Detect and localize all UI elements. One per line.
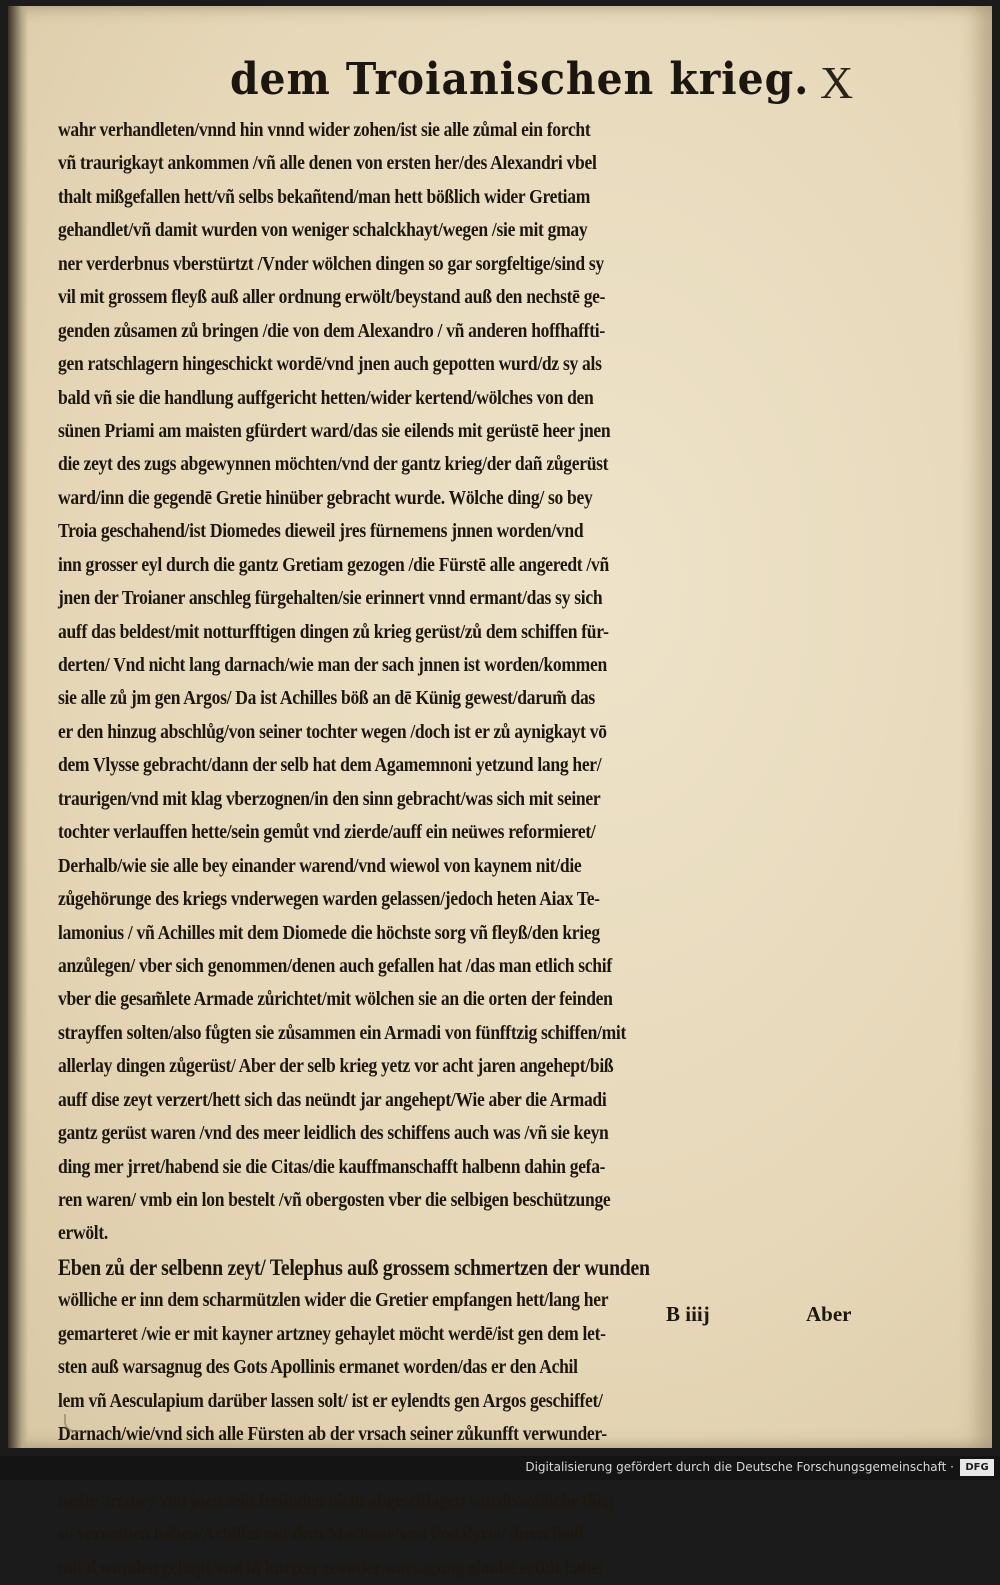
text-line: derten/ Vnd nicht lang darnach/wie man der sach jnnen ist worden/kommen xyxy=(58,654,607,676)
signature-mark: B iiij xyxy=(666,1302,710,1326)
text-line: er den hinzug abschlůg/von seiner tochter wegen /doch ist er zů aynigkayt vō xyxy=(58,720,607,743)
text-line: gehandlet/vñ damit wurden von weniger schalckhayt/wegen /sie mit gmay xyxy=(58,219,588,242)
text-line: lamonius / vñ Achilles mit dem Diomede die höchste sorg vñ fleyß/den krieg xyxy=(58,921,600,944)
text-line: so vernom̃en haben/Achilles mit dem Machone/vnd Podalyrio/ ihren fleiß xyxy=(58,1523,584,1546)
text-line: vber die gesam̃lete Armade zůrichtet/mit wölchen sie an die orten der feinden xyxy=(58,988,613,1011)
text-line: sten auß warsagnug des Gots Apollinis ermanet worden/das er den Achil xyxy=(58,1356,578,1379)
folio-number: X xyxy=(820,57,854,108)
text-line: Troia geschahend/ist Diomedes dieweil jres fürnemens jnnen worden/vnd xyxy=(58,520,584,543)
text-line: gantz gerüst waren /vnd des meer leidlich des schiffens auch was /vñ sie keyn xyxy=(58,1122,609,1145)
text-line: bald vñ sie die handlung auffgericht hetten/wider kertend/wölches von den xyxy=(58,386,594,409)
text-line: thalt mißgefallen hett/vñ selbs bekañtend/man hett bößlich wider Gretiam xyxy=(58,185,591,208)
text-line: sie alle zů jm gen Argos/ Da ist Achilles böß an dē Künig gewest/darum̃ das xyxy=(58,687,595,710)
text-line: ren waren/ vmb ein lon bestelt /vñ obergosten vber die selbigen beschützunge xyxy=(58,1189,611,1211)
text-line: inn grosser eyl durch die gantz Gretiam gezogen /die Fürstē alle angeredt /vñ xyxy=(58,553,609,576)
text-line: tochter verlauffen hette/sein gemůt vnd zierde/auff ein neüwes reformieret/ xyxy=(58,821,596,844)
text-line: zůgehörunge des kriegs vnderwegen warden gelassen/jedoch heten Aiax Te- xyxy=(58,888,600,911)
body-text xyxy=(58,114,858,1585)
text-line: wahr verhandleten/vnnd hin vnnd wider zohen/ist sie alle zůmal ein forcht xyxy=(58,119,591,141)
text-line: auff dise zeyt verzert/hett sich das neündt jar angehept/Wie aber die Armadi xyxy=(58,1088,607,1111)
text-line: vñ traurigkayt ankommen /vñ alle denen von ersten her/des Alexandri vbel xyxy=(58,152,597,175)
text-line: allerlay dingen zůgerüst/ Aber der selb krieg yetz vor acht jaren angehept/biß xyxy=(58,1055,614,1078)
text-line: sünen Priami am maisten gfürdert ward/das sie eilends mit gerüstē heer jnen xyxy=(58,419,611,442)
text-line: genden zůsamen zů bringen /die von dem Alexandro / vñ anderen hoffhaffti- xyxy=(58,319,605,342)
text-line: mit d wunden gehapt/vnd iñ kurtzer zeyt/der warsagung glaubē erfült habē/ xyxy=(58,1556,604,1579)
text-line: jnen der Troianer anschleg fürgehalten/sie erinnert vnnd ermant/das sy sich xyxy=(58,587,603,610)
text-line: anzůlegen/ vber sich genommen/denen auch gefallen hat /das man etlich schif xyxy=(58,954,612,977)
dfg-logo-icon: DFG xyxy=(960,1459,994,1476)
credit-bar xyxy=(0,1456,1000,1480)
text-line: Darnach/wie/vnd sich alle Fürsten ab der vrsach seiner zůkunfft verwunder- xyxy=(58,1423,607,1446)
text-line: lem vñ Aesculapium darüber lassen solt/ ist er eylendts gen Argos geschiffet/ xyxy=(58,1389,603,1412)
text-line: gemarteret /wie er mit kayner artzney gehaylet möcht werdē/ist gen dem let- xyxy=(58,1322,606,1345)
text-line: wölliche er inn dem scharmützlen wider die Gretier empfangen hett/lang her xyxy=(58,1289,609,1312)
text-line: traurigen/vnd mit klag vberzognen/in den sinn gebracht/was sich mit seiner xyxy=(58,787,601,810)
funding-credit: Digitalisierung gefördert durch die Deutsche Forschungsgemeinschaft · xyxy=(525,1460,954,1474)
text-line: auff das beldest/mit notturfftigen dingen zů krieg gerüst/zů dem schiffen für- xyxy=(58,620,609,643)
text-line: erwölt. xyxy=(58,1222,108,1245)
running-head: dem Troianischen krieg. xyxy=(230,54,810,105)
text-line: vil mit grossem fleyß auß aller ordnung erwölt/beystand auß den nechstē ge- xyxy=(58,286,606,309)
text-line: ding mer jrret/habend sie die Citas/die kauffmanschafft halbenn dahin gefa- xyxy=(58,1155,606,1178)
page-footer xyxy=(58,1302,858,1336)
text-line: die zeyt des zugs abgewynnen möchten/vnd der gantz krieg/der dañ zůgerüst xyxy=(58,453,609,476)
text-line: ward/inn die gegendē Gretie hinüber gebracht wurde. Wölche ding/ so bey xyxy=(58,486,593,509)
text-line: dem Vlysse gebracht/dann der selb hat dem Agamemnoni yetzund lang her/ xyxy=(58,754,602,777)
text-line: strayffen solten/also fůgten sie zůsammen ein Armadi von fünfftzig schiffen/mit xyxy=(58,1021,627,1044)
text-line: gen ratschlagern hingeschickt wordē/vnd jnen auch gepotten wurd/dz sy als xyxy=(58,353,602,376)
text-line: Derhalb/wie sie alle bey einander warend/vnd wiewol von kaynem nit/die xyxy=(58,854,582,877)
text-line: melte artzney von jnen sein freünden nicht abgeschlagen wurde/wölliche ding xyxy=(58,1489,615,1512)
binding-gutter xyxy=(8,6,28,1448)
text-line: ner verderbnus vberstürtzt /Vnder wölchen dingen so gar sorgfeltige/sind sy xyxy=(58,252,604,275)
ink-smudge-icon xyxy=(64,1414,80,1432)
catchword: Aber xyxy=(806,1302,852,1326)
text-line: Eben zů der selbenn zeyt/ Telephus auß grossem schmertzen der wunden xyxy=(58,1254,650,1280)
